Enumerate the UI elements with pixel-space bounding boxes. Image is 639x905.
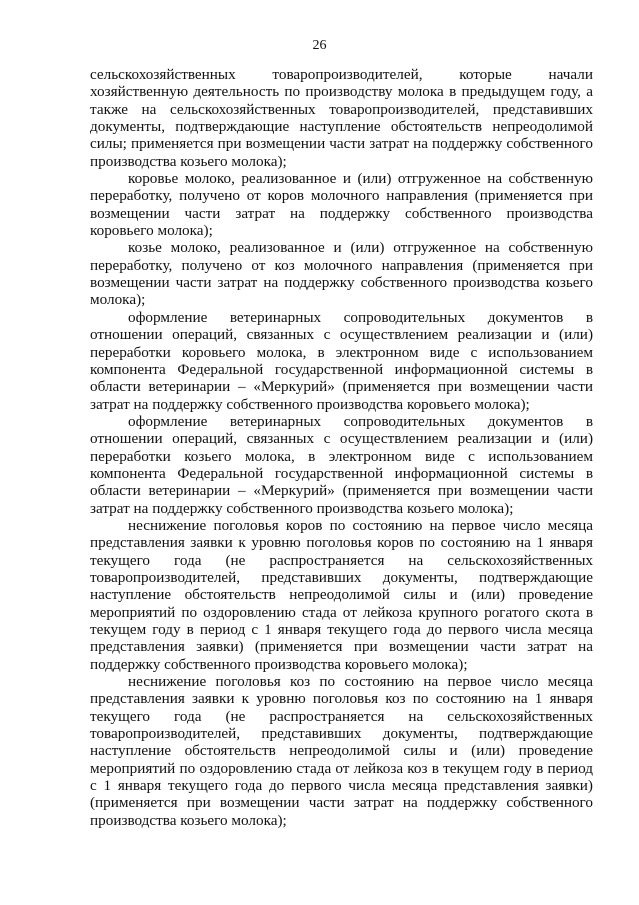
paragraph-goat-milk-mercury: оформление ветеринарных сопроводительных документов в отношении операций, связанных с осуществлением реализации и (или) переработки козьего молока, в электронном виде с использованием компонента Федеральной государственной информационной системы в области ветеринарии – «Меркурий» (применяется при возмещении части затрат на поддержку собственного производства козьего молока); <box>90 412 593 517</box>
paragraph-cow-herd-size: неснижение поголовья коров по состоянию на первое число месяца представления заявки к уровню поголовья коров по состоянию на 1 января текущего года (не распространяется на сельскохозяйственных товаропроизводителей, представивших документы, подтверждающие наступление обстоятельств непреодолимой силы и (или) проведение мероприятий по оздоровлению стада от лейкоза крупного рогатого скота в текущем году в период с 1 января текущего года до первого числа месяца представления заявки) (применяется при возмещении части затрат на поддержку собственного производства коровьего молока); <box>90 516 593 673</box>
paragraph-cow-milk-mercury: оформление ветеринарных сопроводительных документов в отношении операций, связанных с осуществлением реализации и (или) переработки коровьего молока, в электронном виде с использованием компонента Федеральной государственной информационной системы в области ветеринарии – «Меркурий» (применяется при возмещении части затрат на поддержку собственного производства коровьего молока); <box>90 308 593 413</box>
document-body <box>90 66 593 829</box>
page-number: 26 <box>312 38 327 53</box>
paragraph-continuation: сельскохозяйственных товаропроизводителей, которые начали хозяйственную деятельность по производству молока в предыдущем году, а также на сельскохозяйственных товаропроизводителей, представивших документы, подтверждающие наступление обстоятельств непреодолимой силы; применяется при возмещении части затрат на поддержку собственного производства козьего молока); <box>90 66 593 170</box>
paragraph-cow-milk-source: коровье молоко, реализованное и (или) отгруженное на собственную переработку, получено от коров молочного направления (применяется при возмещении части затрат на поддержку собственного производства коровьего молока); <box>90 170 593 240</box>
paragraph-goat-herd-size: неснижение поголовья коз по состоянию на первое число месяца представления заявки к уровню поголовья коз по состоянию на 1 января текущего года (не распространяется на сельскохозяйственных товаропроизводителей, представивших документы, подтверждающие наступление обстоятельств непреодолимой силы и (или) проведение мероприятий по оздоровлению стада от лейкоза коз в текущем году в период с 1 января текущего года до первого числа месяца представления заявки) (применяется при возмещении части затрат на поддержку собственного производства козьего молока); <box>90 673 593 829</box>
paragraph-goat-milk-source: козье молоко, реализованное и (или) отгруженное на собственную переработку, получено от коз молочного направления (применяется при возмещении части затрат на поддержку собственного производства козьего молока); <box>90 239 593 309</box>
